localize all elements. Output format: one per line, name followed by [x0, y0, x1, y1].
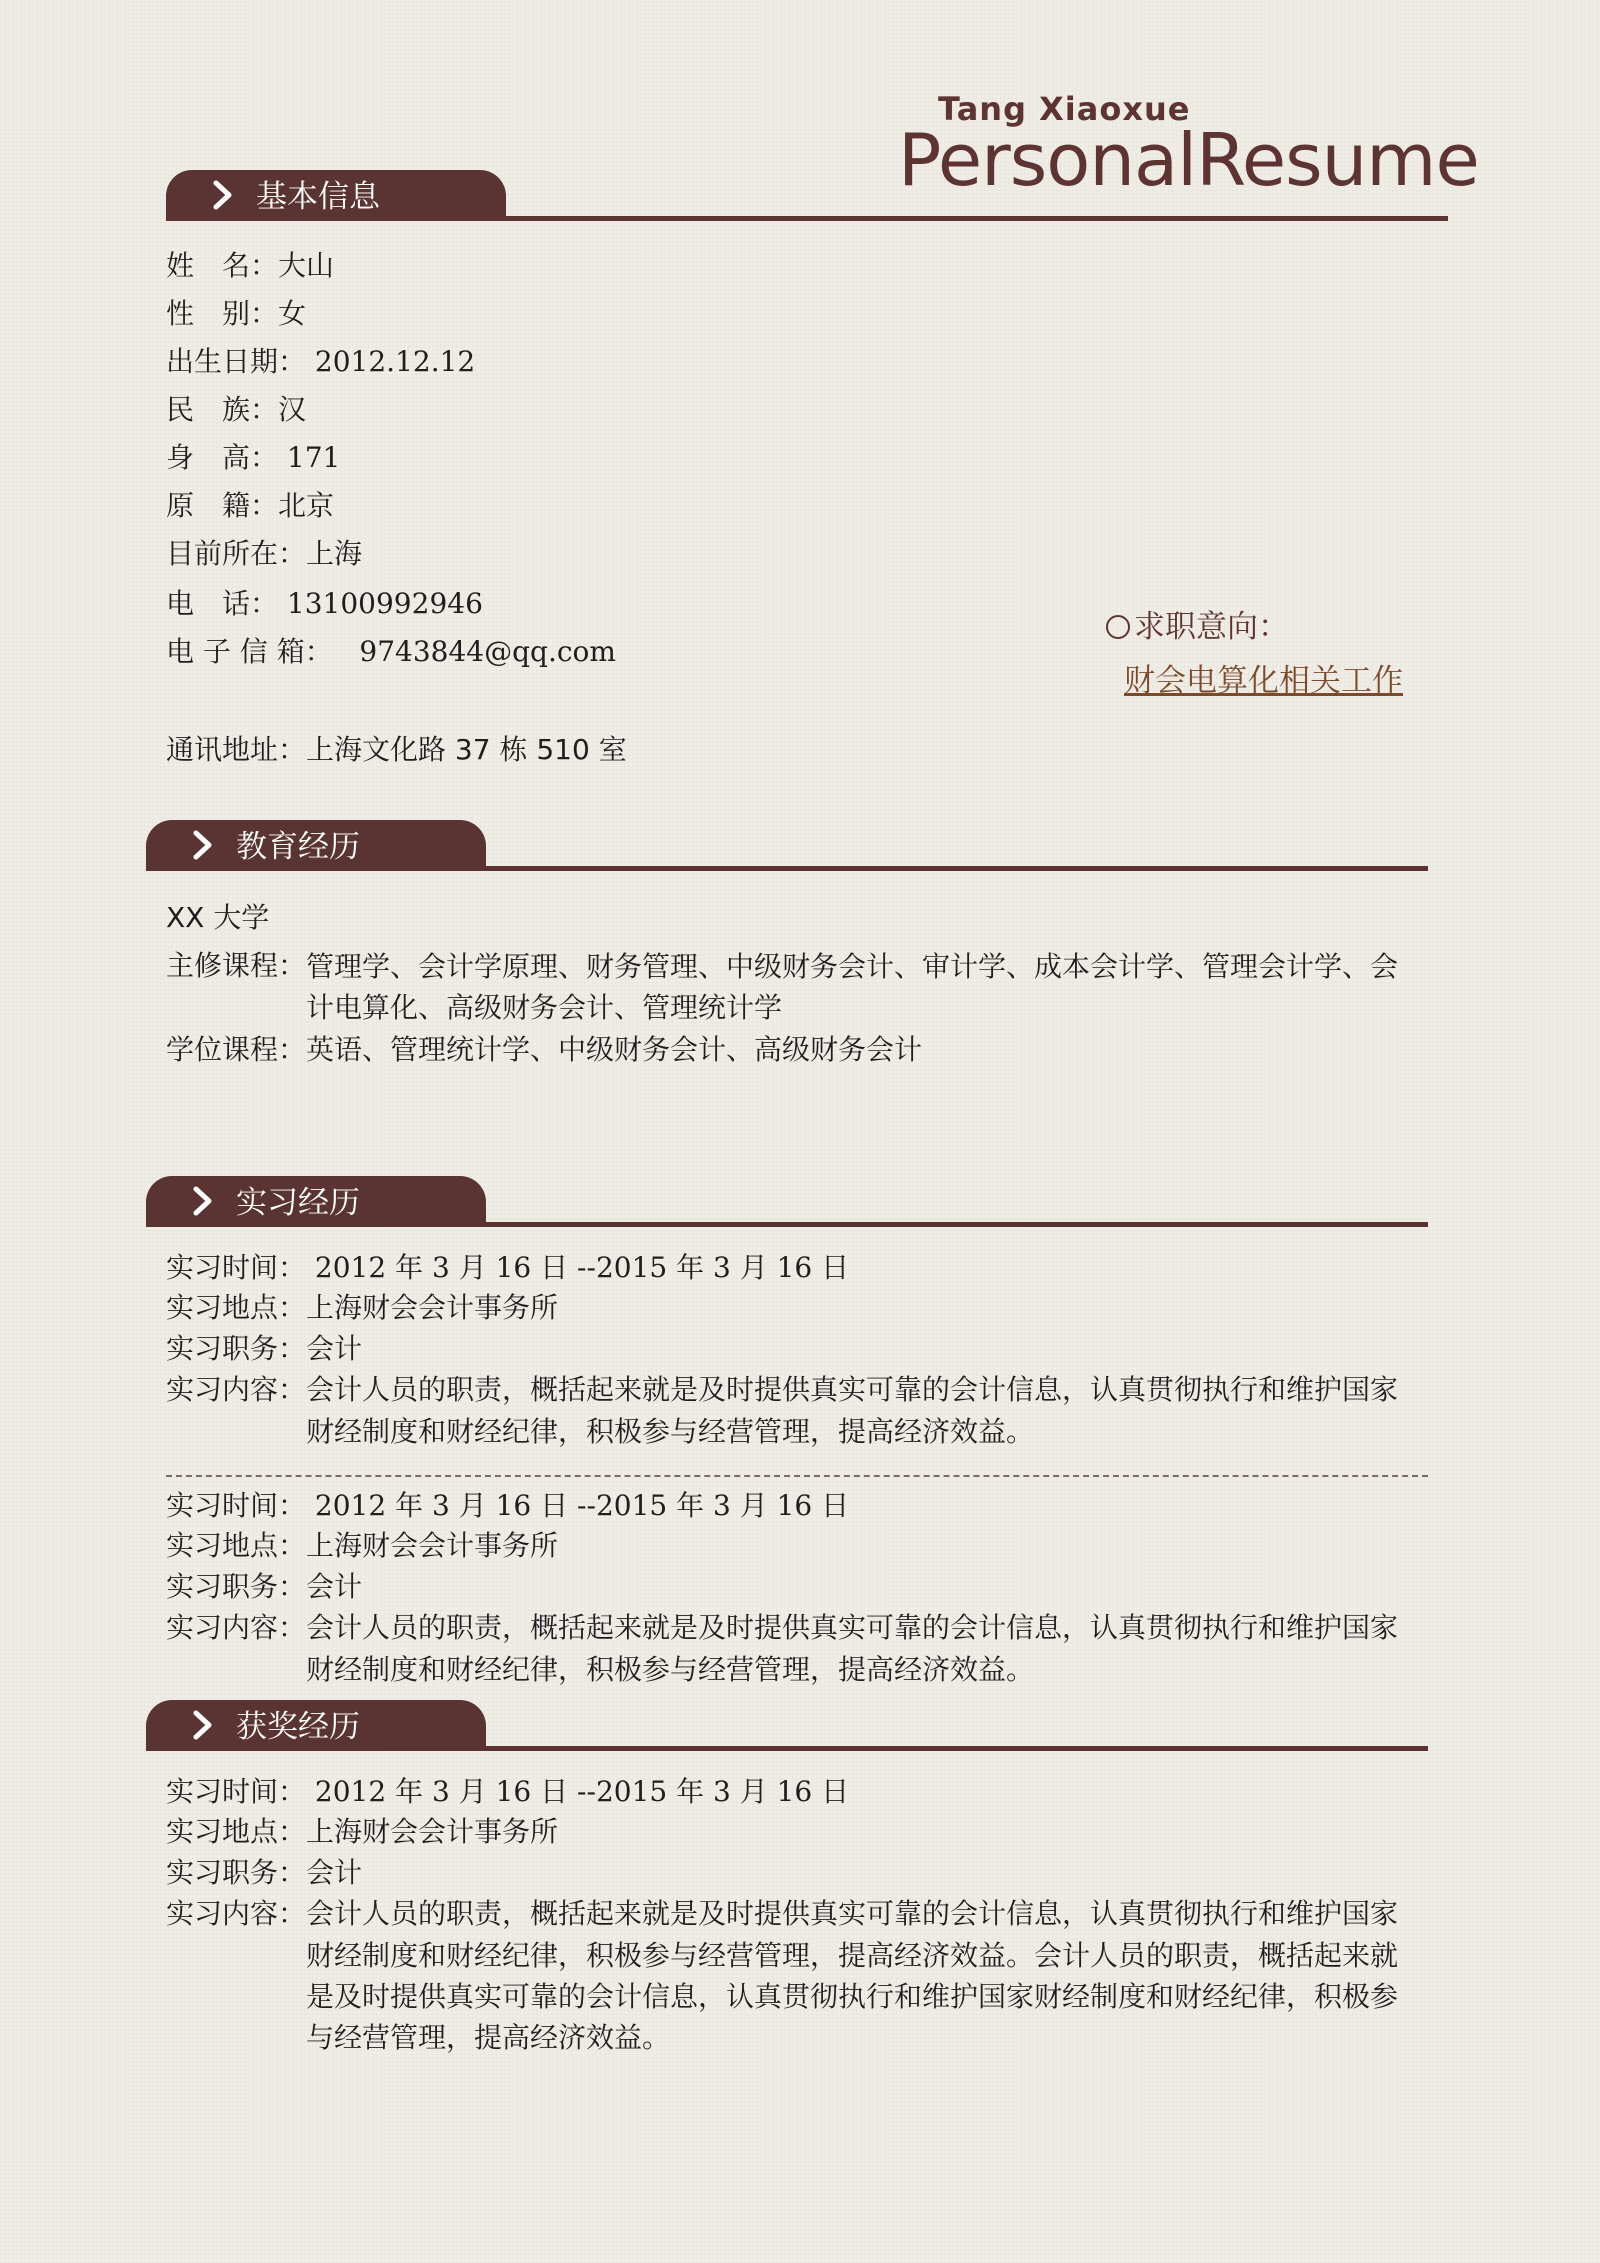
- field-label: 目前所在：: [166, 537, 307, 570]
- field-value: 会计: [306, 1570, 363, 1603]
- internship-time-row: [166, 1486, 849, 1526]
- basic-origin-row: [166, 486, 334, 526]
- field-label: 实习时间：: [166, 1775, 307, 1808]
- field-label: 实习内容：: [166, 1897, 307, 1930]
- internship-content-row: [166, 1370, 1398, 1410]
- email-link[interactable]: 9743844@qq.com: [359, 635, 616, 668]
- field-value: 会计: [306, 1332, 363, 1365]
- education-major-label: 主修课程：: [166, 949, 307, 982]
- field-label: 实习时间：: [166, 1251, 307, 1284]
- field-value: 2012 年 3 月 16 日 --2015 年 3 月 16 日: [314, 1775, 850, 1808]
- circle-icon: [1106, 615, 1130, 639]
- chevron-right-icon: [212, 180, 234, 210]
- field-value: 171: [286, 441, 341, 474]
- section-header-internship: [146, 1176, 1428, 1228]
- field-label: 性 别：: [166, 297, 279, 330]
- field-label: 电 子 信 箱：: [166, 635, 333, 668]
- internship-content-row: [166, 1608, 1398, 1648]
- internship-role-row: [166, 1567, 362, 1607]
- resume-owner-name: Tang Xiaoxue: [938, 90, 1191, 128]
- section-header-basic: [166, 170, 1448, 222]
- field-label: 实习职务：: [166, 1856, 307, 1889]
- field-value: 上海文化路 37 栋 510 室: [306, 733, 627, 766]
- award-content-cont: 是及时提供真实可靠的会计信息，认真贯彻执行和维护国家财经制度和财经纪律，积极参: [306, 1980, 1399, 2013]
- basic-location-row: [166, 534, 362, 574]
- section-title: 实习经历: [236, 1185, 360, 1221]
- dashed-divider: [166, 1475, 1428, 1477]
- field-value: 北京: [278, 489, 335, 522]
- field-label: 实习内容：: [166, 1611, 307, 1644]
- field-value: 女: [278, 297, 307, 330]
- field-value: 上海财会会计事务所: [306, 1291, 559, 1324]
- field-label: 身 高：: [166, 441, 279, 474]
- field-value: 2012.12.12: [314, 345, 476, 378]
- field-label: 通讯地址：: [166, 733, 307, 766]
- award-role-row: [166, 1853, 362, 1893]
- field-label: 实习时间：: [166, 1489, 307, 1522]
- job-intent-label-text: 求职意向：: [1134, 609, 1289, 645]
- field-label: 实习地点：: [166, 1815, 307, 1848]
- field-label: 实习地点：: [166, 1529, 307, 1562]
- field-label: 姓 名：: [166, 249, 279, 282]
- education-school: XX 大学: [166, 901, 270, 934]
- field-label: 电 话：: [166, 587, 279, 620]
- field-value: 大山: [278, 249, 335, 282]
- chevron-right-icon: [192, 1186, 214, 1216]
- job-intent-label: [1106, 606, 1289, 648]
- award-place-row: [166, 1812, 558, 1852]
- field-value: 会计人员的职责，概括起来就是及时提供真实可靠的会计信息，认真贯彻执行和维护国家: [306, 1373, 1399, 1406]
- basic-name-row: [166, 246, 334, 286]
- section-title: 获奖经历: [236, 1709, 360, 1745]
- award-content-row: [166, 1894, 1398, 1934]
- field-value: 2012 年 3 月 16 日 --2015 年 3 月 16 日: [314, 1489, 850, 1522]
- internship-role-row: [166, 1329, 362, 1369]
- chevron-right-icon: [192, 830, 214, 860]
- field-value: 13100992946: [286, 587, 483, 620]
- section-header-education: [146, 820, 1428, 872]
- field-value: 会计: [306, 1856, 363, 1889]
- field-value: 会计人员的职责，概括起来就是及时提供真实可靠的会计信息，认真贯彻执行和维护国家: [306, 1611, 1399, 1644]
- internship-place-row: [166, 1526, 558, 1566]
- field-label: 实习职务：: [166, 1570, 307, 1603]
- basic-height-row: [166, 438, 340, 478]
- award-content-cont: 财经制度和财经纪律，积极参与经营管理，提高经济效益。会计人员的职责，概括起来就: [306, 1939, 1399, 1972]
- basic-email-row: [166, 632, 616, 672]
- section-title: 基本信息: [256, 179, 380, 215]
- basic-phone-row: [166, 584, 483, 624]
- education-degree-row: [166, 1030, 922, 1070]
- basic-ethnicity-row: [166, 390, 306, 430]
- field-label: 实习内容：: [166, 1373, 307, 1406]
- field-value: 汉: [278, 393, 307, 426]
- field-value: 上海财会会计事务所: [306, 1815, 559, 1848]
- job-intent-value[interactable]: 财会电算化相关工作: [1124, 663, 1403, 699]
- award-time-row: [166, 1772, 849, 1812]
- internship-content-cont: 财经制度和财经纪律，积极参与经营管理，提高经济效益。: [306, 1653, 1035, 1686]
- section-header-awards: [146, 1700, 1428, 1752]
- field-value: 上海: [306, 537, 363, 570]
- field-value: 2012 年 3 月 16 日 --2015 年 3 月 16 日: [314, 1251, 850, 1284]
- basic-gender-row: [166, 294, 306, 334]
- field-value: 会计人员的职责，概括起来就是及时提供真实可靠的会计信息，认真贯彻执行和维护国家: [306, 1897, 1399, 1930]
- award-content-cont: 与经营管理，提高经济效益。: [306, 2021, 671, 2054]
- chevron-right-icon: [192, 1710, 214, 1740]
- field-value: 上海财会会计事务所: [306, 1529, 559, 1562]
- internship-place-row: [166, 1288, 558, 1328]
- field-label: 民 族：: [166, 393, 279, 426]
- basic-birth-row: [166, 342, 475, 382]
- section-title: 教育经历: [236, 829, 360, 865]
- field-label: 学位课程：: [166, 1033, 307, 1066]
- field-value: 英语、管理统计学、中级财务会计、高级财务会计: [306, 1033, 923, 1066]
- resume-title: PersonalResume: [898, 118, 1479, 202]
- field-label: 实习职务：: [166, 1332, 307, 1365]
- field-label: 实习地点：: [166, 1291, 307, 1324]
- education-major-value: 管理学、会计学原理、财务管理、中级财务会计、审计学、成本会计学、管理会计学、会计电算化、高级财务会计、管理统计学: [306, 950, 1399, 1024]
- basic-address-row: [166, 730, 627, 770]
- field-label: 出生日期：: [166, 345, 307, 378]
- internship-time-row: [166, 1248, 849, 1288]
- internship-content-cont: 财经制度和财经纪律，积极参与经营管理，提高经济效益。: [306, 1415, 1035, 1448]
- field-label: 原 籍：: [166, 489, 279, 522]
